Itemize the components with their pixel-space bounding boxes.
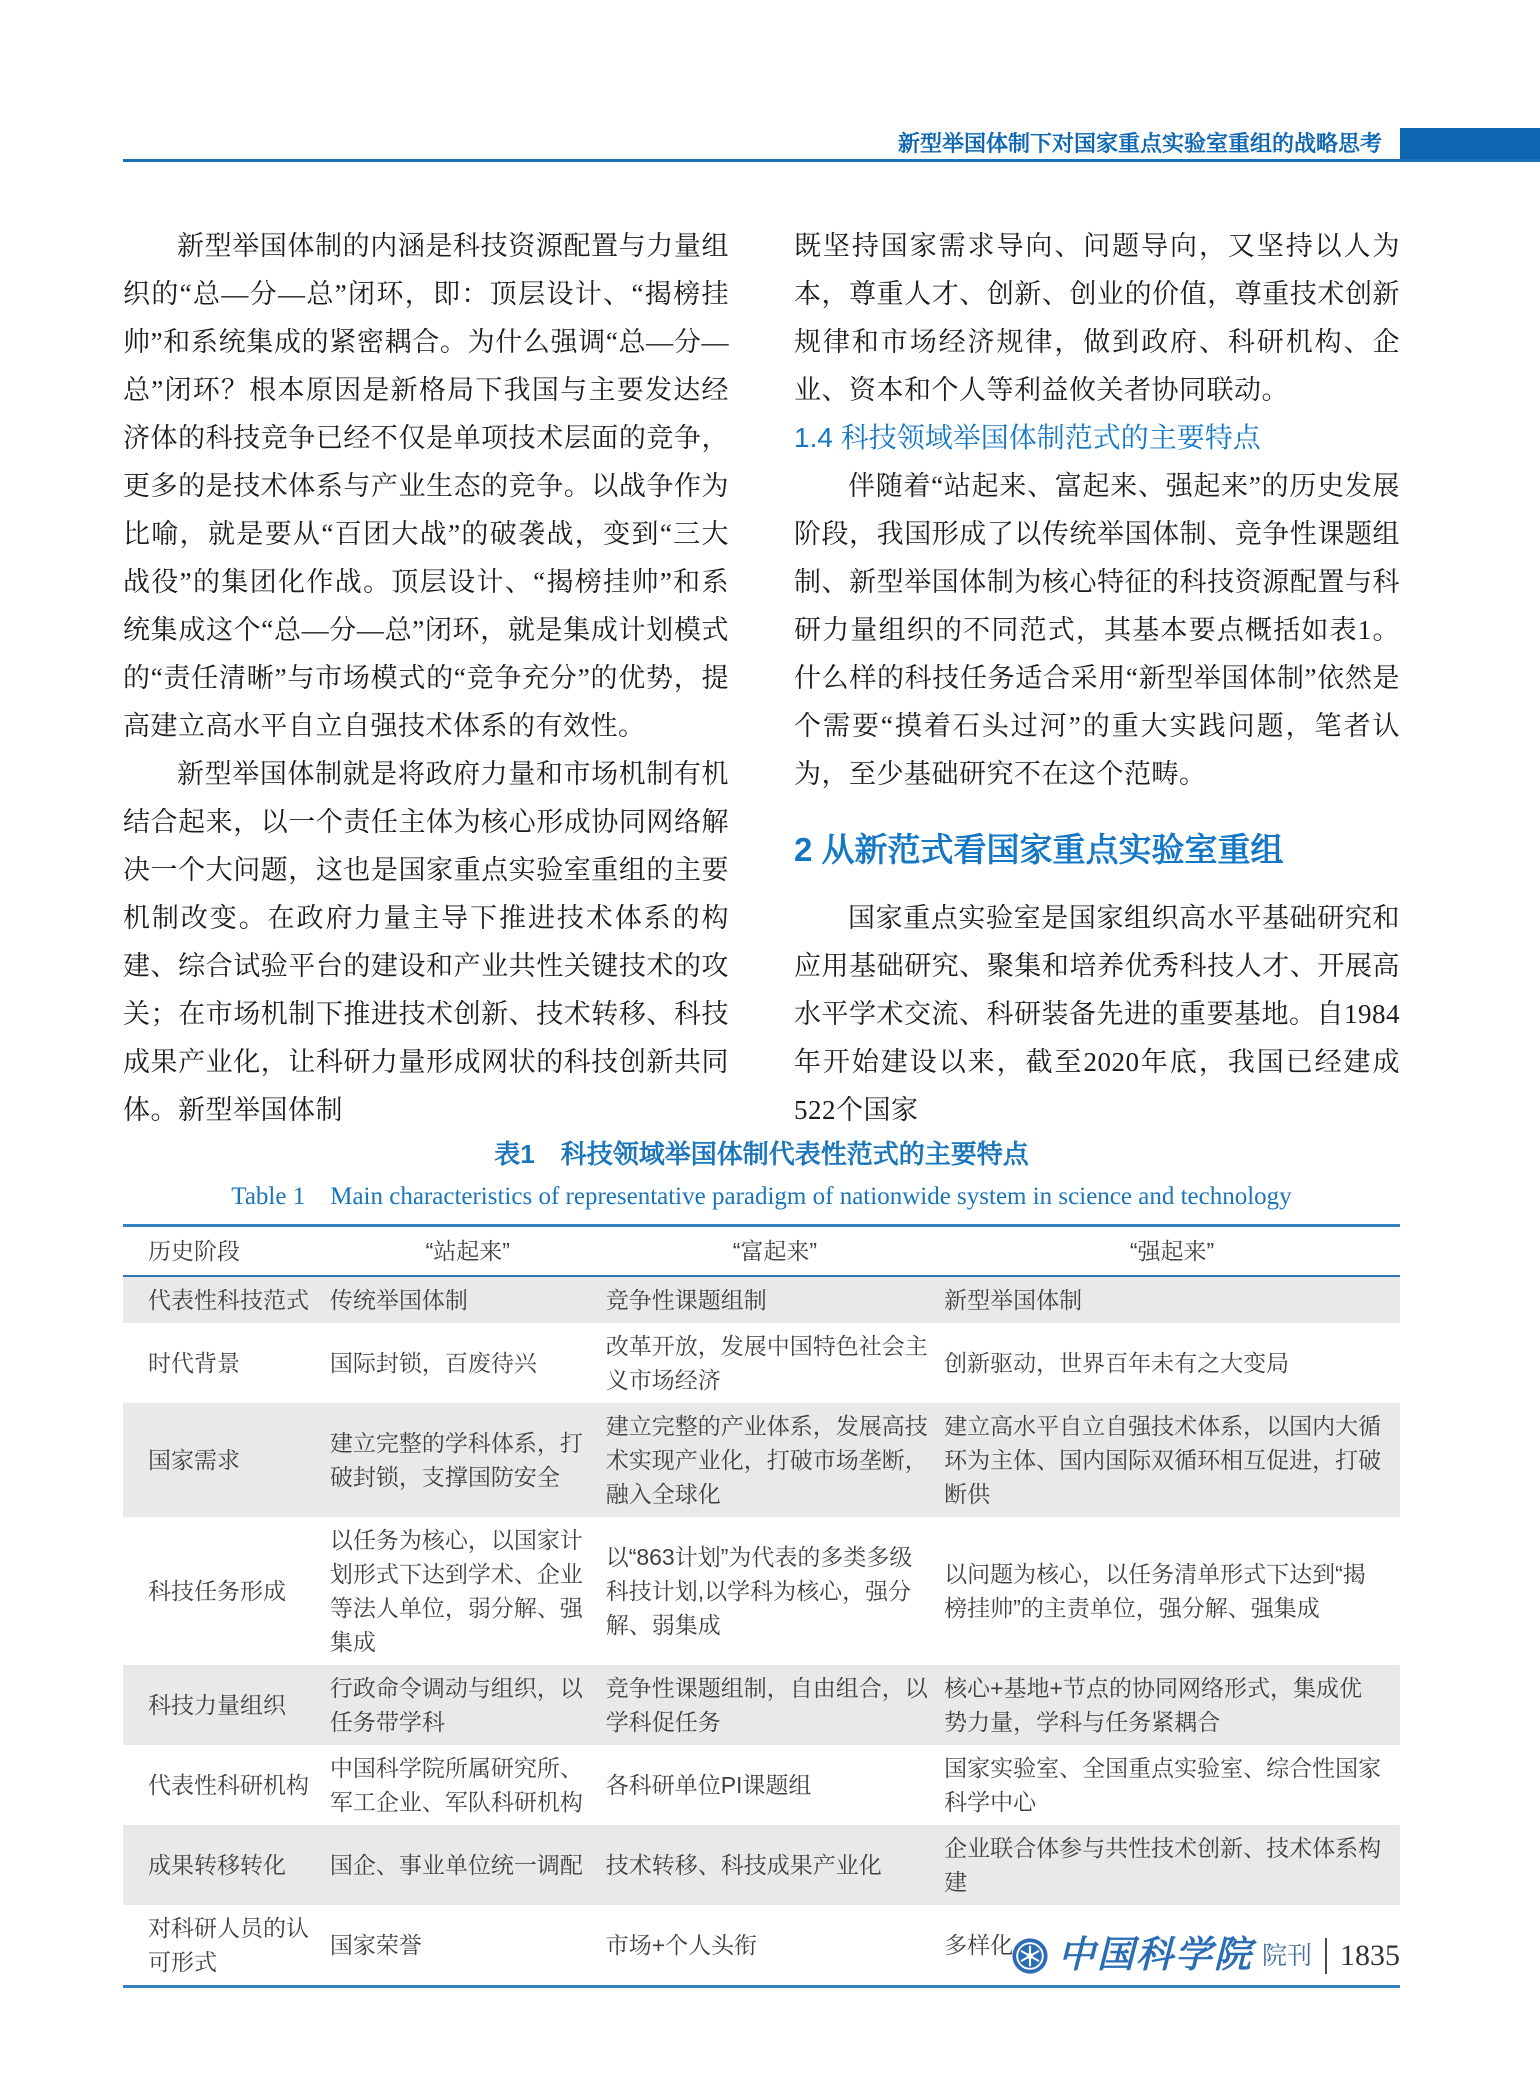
right-column — [794, 222, 1400, 1134]
table-cell: 国家实验室、全国重点实验室、综合性国家科学中心 — [944, 1755, 1382, 1815]
paradigm-table — [123, 1224, 1400, 1988]
table-cell: 国际封锁，百废待兴 — [329, 1350, 537, 1376]
table-cell: 建立完整的学科体系，打破封锁，支撑国防安全 — [329, 1430, 583, 1490]
table-cell: 代表性科技范式 — [148, 1287, 309, 1313]
table-cell: 国企、事业单位统一调配 — [329, 1852, 583, 1878]
running-head-title: 新型举国体制下对国家重点实验室重组的战略思考 — [897, 131, 1382, 156]
table-cell: 多样化 — [944, 1932, 1014, 1958]
table-cell: 竞争性课题组制，自由组合，以学科促任务 — [605, 1675, 928, 1735]
table-cell: 创新驱动，世界百年未有之大变局 — [944, 1350, 1290, 1376]
table-header-row — [123, 1226, 1400, 1277]
table-cell: 以问题为核心，以任务清单形式下达到“揭榜挂帅”的主责单位，强分解、强集成 — [944, 1561, 1366, 1621]
table-cell: 国家荣誉 — [329, 1932, 422, 1958]
table-cell: 行政命令调动与组织，以任务带学科 — [329, 1675, 583, 1735]
table-row — [123, 1665, 1400, 1745]
table-cell: 传统举国体制 — [329, 1287, 468, 1313]
content-columns — [123, 222, 1400, 1134]
table-cell: 代表性科研机构 — [148, 1772, 309, 1798]
cas-logo-script: 中国科学院 — [1057, 1935, 1253, 1976]
section-heading-1-4: 1.4 科技领域举国体制范式的主要特点 — [794, 422, 1261, 453]
journal-label: 院刊 — [1261, 1942, 1312, 1970]
table-header-cell: “强起来” — [944, 1226, 1400, 1277]
running-head-accent-box — [1400, 128, 1540, 162]
table-header-cell: “富起来” — [606, 1226, 944, 1277]
table-header-cell: 历史阶段 — [123, 1226, 330, 1277]
left-column — [123, 222, 729, 1134]
table-cell: 建立高水平自立自强技术体系，以国内大循环为主体、国内国际双循环相互促进，打破断供 — [944, 1413, 1382, 1507]
table-row — [123, 1517, 1400, 1665]
table-cell: 企业联合体参与共性技术创新、技术体系构建 — [944, 1835, 1382, 1895]
table-cell: 成果转移转化 — [148, 1852, 286, 1878]
body-paragraph: 新型举国体制的内涵是科技资源配置与力量组织的“总—分—总”闭环，即：顶层设计、“揭榜挂帅”和系统集成的紧密耦合。为什么强调“总—分—总”闭环？根本原因是新格局下我国与主要发达经济体的科技竞争已经不仅是单项技术层面的竞争，更多的是技术体系与产业生态的竞争。以战争作为比喻，就是要从“百团大战”的破袭战，变到“三大战役”的集团化作战。顶层设计、“揭榜挂帅”和系统集成这个“总—分—总”闭环，就是集成计划模式的“责任清晰”与市场模式的“竞争充分”的优势，提高建立高水平自立自强技术体系的有效性。 — [123, 231, 729, 741]
running-head-rule — [123, 159, 1540, 162]
table-cell: 新型举国体制 — [944, 1287, 1083, 1313]
running-head — [123, 128, 1540, 162]
table-cell: 科技任务形成 — [148, 1578, 286, 1604]
table-row — [123, 1276, 1400, 1323]
table-cell: 对科研人员的认可形式 — [148, 1915, 309, 1975]
table-caption-zh: 表1 科技领域举国体制代表性范式的主要特点 — [494, 1139, 1029, 1169]
body-paragraph: 伴随着“站起来、富起来、强起来”的历史发展阶段，我国形成了以传统举国体制、竞争性课题组制、新型举国体制为核心特征的科技资源配置与科研力量组织的不同范式，其基本要点概括如表1。什么样的科技任务适合采用“新型举国体制”依然是个需要“摸着石头过河”的重大实践问题，笔者认为，至少基础研究不在这个范畴。 — [794, 471, 1400, 789]
body-paragraph: 国家重点实验室是国家组织高水平基础研究和应用基础研究、聚集和培养优秀科技人才、开展高水平学术交流、科研装备先进的重要基地。自1984年开始建设以来，截至2020年底，我国已经建成522个国家 — [794, 903, 1400, 1125]
footer-divider — [1325, 1938, 1327, 1974]
table-body — [123, 1276, 1400, 1987]
table-cell: 各科研单位PI课题组 — [605, 1772, 812, 1798]
table-cell: 改革开放，发展中国特色社会主义市场经济 — [605, 1333, 928, 1393]
table-cell: 建立完整的产业体系，发展高技术实现产业化，打破市场垄断，融入全球化 — [605, 1413, 928, 1507]
table-row — [123, 1825, 1400, 1905]
table-row — [123, 1403, 1400, 1517]
table-cell: 竞争性课题组制 — [605, 1287, 767, 1313]
table-cell: 技术转移、科技成果产业化 — [605, 1852, 882, 1878]
table-cell: 中国科学院所属研究所、军工企业、军队科研机构 — [329, 1755, 583, 1815]
table-cell: 国家需求 — [148, 1447, 240, 1473]
table-cell: 时代背景 — [148, 1350, 240, 1376]
table-cell: 以“863计划”为代表的多类多级科技计划,以学科为核心，强分解、弱集成 — [605, 1544, 913, 1638]
table-cell: 以任务为核心，以国家计划形式下达到学术、企业等法人单位，弱分解、强集成 — [329, 1527, 583, 1655]
table-cell: 科技力量组织 — [148, 1692, 286, 1718]
cas-logo-icon — [1011, 1937, 1049, 1975]
table-row — [123, 1323, 1400, 1403]
table-cell: 市场+个人头衔 — [605, 1932, 758, 1958]
page-number: 1835 — [1340, 1939, 1400, 1972]
table-row — [123, 1745, 1400, 1825]
table-cell: 核心+基地+节点的协同网络形式，集成优势力量，学科与任务紧耦合 — [944, 1675, 1362, 1735]
body-paragraph: 新型举国体制就是将政府力量和市场机制有机结合起来，以一个责任主体为核心形成协同网络解决一个大问题，这也是国家重点实验室重组的主要机制改变。在政府力量主导下推进技术体系的构建、综合试验平台的建设和产业共性关键技术的攻关；在市场机制下推进技术创新、技术转移、科技成果产业化，让科研力量形成网状的科技创新共同体。新型举国体制 — [123, 759, 729, 1125]
section-heading-2: 2 从新范式看国家重点实验室重组 — [794, 831, 1284, 868]
body-paragraph: 既坚持国家需求导向、问题导向，又坚持以人为本，尊重人才、创新、创业的价值，尊重技术创新规律和市场经济规律，做到政府、科研机构、企业、资本和个人等利益攸关者协同联动。 — [794, 231, 1400, 405]
table-caption-en: Table 1 Main characteristics of representative paradigm of nationwide system in science and technology — [231, 1183, 1292, 1210]
page-footer — [1011, 1934, 1400, 1978]
table-header-cell: “站起来” — [330, 1226, 606, 1277]
